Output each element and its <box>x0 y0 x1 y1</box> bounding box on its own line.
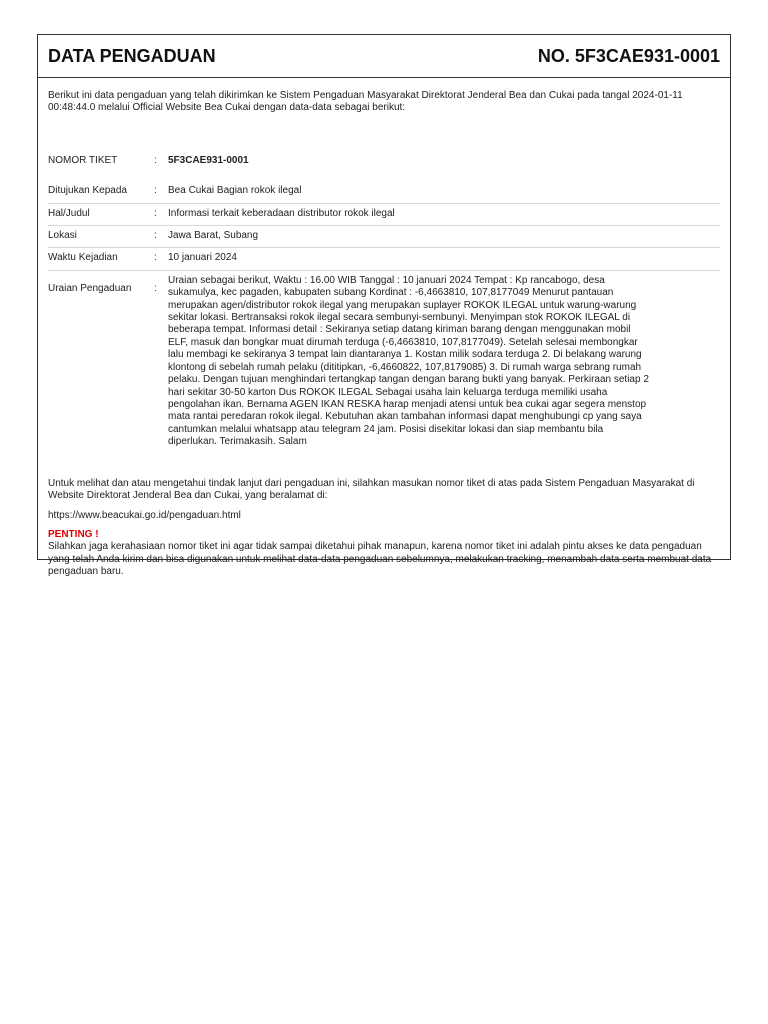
field-location <box>48 226 720 248</box>
field-ticket <box>48 151 720 181</box>
field-colon: : <box>154 207 157 219</box>
complaint-document <box>37 34 731 577</box>
important-label: PENTING ! <box>48 528 99 540</box>
field-colon: : <box>154 185 157 197</box>
document-number: NO. 5F3CAE931-0001 <box>537 45 720 66</box>
field-label: Lokasi <box>48 230 77 242</box>
field-subject <box>48 204 720 226</box>
document-body <box>38 78 730 578</box>
field-colon: : <box>154 282 157 294</box>
field-colon: : <box>154 230 157 242</box>
field-recipient <box>48 181 720 203</box>
ticket-number-value: 5F3CAE931-0001 <box>168 154 249 166</box>
field-description <box>48 271 720 454</box>
document-header <box>38 35 730 78</box>
subject-value: Informasi terkait keberadaan distributor rokok ilegal <box>168 207 395 219</box>
description-value: Uraian sebagai berikut, Waktu : 16.00 WIB Tanggal : 10 januari 2024 Tempat : Kp rancabogo, desa sukamulya, kec pagaden, kabupaten subang Kordinat : -6,4663810, 107,8177049 Menurut pantauan merupakan agen/distributor rokok ilegal yang merupakan suplayer ROKOK ILEGAL untuk warung-warung sekitar lokasi. Bertransaksi rokok ilegal secara sembunyi-sembunyi. Menyimpan stok ROKOK ILEGAL di beberapa tempat. Informasi detail : Sekiranya setiap datang kiriman barang dengan menggunakan mobil ELF, masuk dan bongkar muat dirumah terduga (-6,4663810, 107,8177049). Setelah selesai membongkar lalu membagi ke sekiranya 3 tempat lain diantaranya 1. Kostan milik sodara terduga 2. Di belakang warung klontong di sebelah rumah pelaku (dititipkan, -6,4660822, 107,8179085) 3. Di rumah warga sebrang rumah pelaku. Dengan tujuan menghindari tertangkap tangan dengan barang bukti yang banyak. Perkiraan setiap 2 hari sekitar 30-50 karton Dus ROKOK ILEGAL Sebagai usaha lain keluarga terduga memiliki usaha pengolahan ikan. Bernama AGEN IKAN RESKA harap menjadi atensi untuk bea cukai agar segera menstop mata rantai peredaran rokok ilegal. Kebutuhan akan tambahan informasi dapat menghubungi cp yang saya cantumkan melalui whatsapp atau telegram 24 jam. Posisi disekitar lokasi dan siap membantu bila diperlukan. Terimakasih. Salam <box>168 274 649 448</box>
field-label: Hal/Judul <box>48 207 90 219</box>
location-value: Jawa Barat, Subang <box>168 230 259 242</box>
field-event-time <box>48 248 720 270</box>
complaint-url-link[interactable]: https://www.beacukai.go.id/pengaduan.html <box>48 510 241 522</box>
field-label: Ditujukan Kepada <box>48 185 127 197</box>
follow-up-text: Untuk melihat dan atau mengetahui tindak lanjut dari pengaduan ini, silahkan masukan nomor tiket di atas pada Sistem Pengaduan Masyarakat di Website Direktorat Jenderal Bea dan Cukai, yang beralamat di: <box>48 477 695 501</box>
important-text: Silahkan jaga kerahasiaan nomor tiket ini agar tidak sampai diketahui pihak manapun, karena nomor tiket ini adalah pintu akses ke data pengaduan yang telah Anda kirim dan bisa digunakan untuk melihat data-data pengaduan sebelumnya, melakukan tracking, menambah data serta membuat data pengaduan baru. <box>48 541 712 577</box>
field-label: Waktu Kejadian <box>48 252 118 264</box>
field-label: Uraian Pengaduan <box>48 282 132 294</box>
field-colon: : <box>154 252 157 264</box>
field-colon: : <box>154 154 157 166</box>
field-label: NOMOR TIKET <box>48 154 118 166</box>
intro-text: Berikut ini data pengaduan yang telah dikirimkan ke Sistem Pengaduan Masyarakat Direktorat Jenderal Bea dan Cukai pada tangal 2024-01-11 00:48:44.0 melalui Official Website Bea Cukai dengan data-data sebagai berikut: <box>48 90 683 114</box>
document-title: DATA PENGADUAN <box>48 45 216 66</box>
recipient-value: Bea Cukai Bagian rokok ilegal <box>168 185 302 197</box>
event-time-value: 10 januari 2024 <box>168 252 237 264</box>
